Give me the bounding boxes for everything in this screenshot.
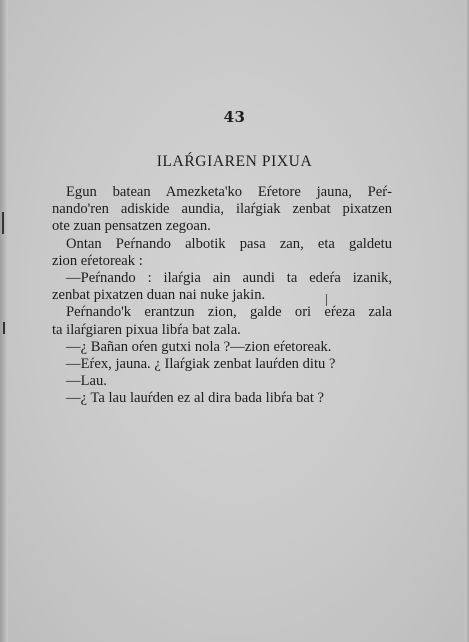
chapter-title: ILAŔGIAREN PIXUA: [156, 153, 313, 170]
body-text: [52, 184, 392, 408]
text-line: Egun batean Amezketa'ko Eŕetore jauna, Peŕ-: [66, 184, 392, 200]
page-right-edge-shadow: [465, 0, 469, 642]
text-line: nando'ren adiskide aundia, ilaŕgiak zenbat pixatzen: [52, 201, 392, 218]
text-line: zenbat pixatzen duan nai nuke jakin.: [52, 287, 266, 304]
text-line: —Lau.: [66, 373, 107, 390]
text-line: Ontan Peŕnando albotik pasa zan, eta galdetu: [66, 235, 392, 252]
text-line: —Eŕex, jauna. ¿ Ilaŕgiak zenbat lauŕden ditu ?: [66, 356, 336, 373]
page-number: 43: [223, 108, 246, 126]
text-line: ta ilaŕgiaren pixua libŕa bat zala.: [52, 321, 241, 338]
page-left-edge-shadow: [0, 0, 8, 642]
text-line: Peŕnando'k erantzun zion, galde ori eŕeza zala: [66, 304, 392, 321]
text-line: —¿ Ta lau lauŕden ez al dira bada libŕa bat ?: [66, 390, 325, 407]
text-line: —Peŕnando : ilaŕgia ain aundi ta edeŕa izanik,: [66, 270, 392, 287]
margin-mark-top: [2, 212, 4, 234]
text-line: —¿ Bañan oŕen gutxi nola ?—zion eŕetoreak.: [66, 338, 332, 355]
margin-mark-bottom: [3, 322, 5, 334]
text-line: ote zuan pensatzen zegoan.: [52, 218, 211, 235]
text-line: zion eŕetoreak :: [52, 252, 143, 269]
